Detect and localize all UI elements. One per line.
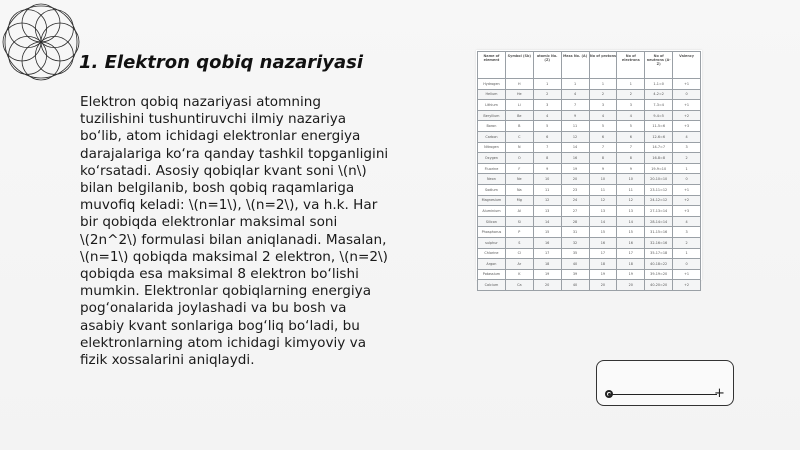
table-cell: +1 [673, 79, 701, 90]
table-cell: 18 [589, 259, 617, 270]
table-header-cell: Name of element [478, 52, 506, 79]
table-cell: Aluminium [478, 206, 506, 217]
table-cell: 1 [533, 79, 561, 90]
table-cell: H [505, 79, 533, 90]
table-cell: 28-14=14 [645, 216, 673, 227]
table-cell: +2 [673, 110, 701, 121]
table-cell: 7 [533, 142, 561, 153]
table-cell: 1 [589, 79, 617, 90]
table-cell: 17 [533, 248, 561, 259]
table-row [478, 216, 701, 227]
table-cell: 14-7=7 [645, 142, 673, 153]
table-cell: 11-5=6 [645, 121, 673, 132]
table-cell: 8 [589, 153, 617, 164]
table-cell: 7 [617, 142, 645, 153]
table-cell: 1 [673, 163, 701, 174]
table-cell: Beryllium [478, 110, 506, 121]
table-cell: 4 [589, 110, 617, 121]
table-cell: 10 [617, 174, 645, 185]
table-cell: B [505, 121, 533, 132]
table-cell: 4 [673, 131, 701, 142]
table-cell: Chlorine [478, 248, 506, 259]
body-paragraph [80, 94, 425, 369]
table-cell: 40 [561, 259, 589, 270]
table-header-row [478, 52, 701, 79]
progress-handle-center [608, 393, 611, 396]
table-cell: Nitrogen [478, 142, 506, 153]
progress-track[interactable] [609, 394, 717, 395]
table-cell: 19 [617, 269, 645, 280]
table-row [478, 184, 701, 195]
table-cell: 20 [533, 280, 561, 291]
body-line: \(n=1\) qobiqda maksimal 2 elektron, \(n=2\) [80, 248, 388, 265]
table-cell: 14 [589, 216, 617, 227]
body-line: bilan belgilanib, bosh qobiq raqamlariga [80, 180, 355, 197]
table-cell: Ar [505, 259, 533, 270]
table-header-cell: No of electrons [617, 52, 645, 79]
table-cell: 0 [673, 174, 701, 185]
table-cell: Ne [505, 174, 533, 185]
table-cell: Fluorine [478, 163, 506, 174]
body-line: Elektron qobiq nazariyasi atomning [80, 94, 321, 110]
table-cell: 9-4=5 [645, 110, 673, 121]
body-line: muvofiq keladi: \(n=1\), \(n=2\), va h.k. Har [80, 197, 378, 214]
table-cell: 16-8=8 [645, 153, 673, 164]
table-cell: 2 [673, 153, 701, 164]
table-cell: 35 [561, 248, 589, 259]
table-cell: 9 [561, 110, 589, 121]
table-cell: 10 [533, 174, 561, 185]
table-cell: 2 [533, 89, 561, 100]
table-cell: 20-10=10 [645, 174, 673, 185]
table-cell: Hydrogen [478, 79, 506, 90]
table-cell: 12 [561, 131, 589, 142]
table-cell: 7 [589, 142, 617, 153]
table-cell: 39 [561, 269, 589, 280]
table-cell: 24 [561, 195, 589, 206]
table-cell: O [505, 153, 533, 164]
table-row [478, 110, 701, 121]
table-row [478, 153, 701, 164]
table-cell: 16 [589, 237, 617, 248]
table-cell: 6 [533, 131, 561, 142]
table-cell: 6 [589, 131, 617, 142]
element-table-image [476, 50, 702, 288]
table-cell: 16 [617, 237, 645, 248]
body-line: mumkin. Elektronlar qobiqlarning energiya [80, 283, 372, 300]
table-cell: 1-1=0 [645, 79, 673, 90]
body-line: qobiqda esa maksimal 8 elektron bo‘lishi [80, 266, 359, 283]
table-cell: 8 [533, 153, 561, 164]
table-cell: Oxygen [478, 153, 506, 164]
body-line: \(2n^2\) formulasi bilan aniqlanadi. Masalan, [80, 231, 387, 248]
table-row [478, 259, 701, 270]
table-cell: 11 [561, 121, 589, 132]
table-body [478, 79, 701, 291]
table-cell: 12 [589, 195, 617, 206]
table-cell: +3 [673, 206, 701, 217]
table-cell: 0 [673, 259, 701, 270]
table-cell: 27 [561, 206, 589, 217]
table-cell: 31 [561, 227, 589, 238]
table-cell: 20 [617, 280, 645, 291]
table-cell: 11 [617, 184, 645, 195]
table-cell: 12 [617, 195, 645, 206]
table-cell: C [505, 131, 533, 142]
table-header-cell: No of protons [589, 52, 617, 79]
table-cell: Silicon [478, 216, 506, 227]
table-cell: 39-19=20 [645, 269, 673, 280]
table-row [478, 174, 701, 185]
table-cell: Cl [505, 248, 533, 259]
table-row [478, 248, 701, 259]
table-row [478, 237, 701, 248]
table-cell: 12 [533, 195, 561, 206]
table-cell: 23-11=12 [645, 184, 673, 195]
table-cell: Na [505, 184, 533, 195]
table-cell: 7 [561, 100, 589, 111]
table-cell: S [505, 237, 533, 248]
table-row [478, 100, 701, 111]
body-line: asabiy kvant sonlariga bog‘liq bo‘ladi, bu [80, 317, 360, 334]
body-line: darajalariga ko‘ra qanday tashkil topganligini [80, 145, 389, 162]
table-cell: 11 [533, 184, 561, 195]
body-line: bir qobiqda elektronlar maksimal soni [80, 214, 338, 231]
table-cell: +1 [673, 184, 701, 195]
table-cell: 4 [533, 110, 561, 121]
table-header-cell: Symbol (Sb) [505, 52, 533, 79]
slide-title: 1. Elektron qobiq nazariyasi [79, 52, 364, 73]
table-cell: K [505, 269, 533, 280]
table-cell: 9 [589, 163, 617, 174]
table-cell: +2 [673, 195, 701, 206]
table-cell: 32-16=16 [645, 237, 673, 248]
table-cell: 13 [589, 206, 617, 217]
table-cell: 12-6=6 [645, 131, 673, 142]
table-row [478, 227, 701, 238]
table-row [478, 142, 701, 153]
table-cell: Helium [478, 89, 506, 100]
table-cell: 13 [617, 206, 645, 217]
table-cell: +2 [673, 280, 701, 291]
table-cell: 18 [617, 259, 645, 270]
body-line: fizik xossalarini aniqlaydi. [80, 352, 255, 369]
table-cell: 19 [561, 163, 589, 174]
table-cell: 15 [617, 227, 645, 238]
table-cell: Be [505, 110, 533, 121]
table-cell: 9 [617, 163, 645, 174]
table-cell: 16 [533, 237, 561, 248]
table-header-cell: Mass No. (A) [561, 52, 589, 79]
table-cell: 4-2=2 [645, 89, 673, 100]
table-cell: 4 [561, 89, 589, 100]
table-cell: 20 [561, 174, 589, 185]
table-cell: N [505, 142, 533, 153]
table-cell: +1 [673, 100, 701, 111]
table-cell: 7-3=4 [645, 100, 673, 111]
table-cell: F [505, 163, 533, 174]
table-cell: 13 [533, 206, 561, 217]
table-row [478, 89, 701, 100]
table-cell: 3 [673, 142, 701, 153]
table-cell: 17 [617, 248, 645, 259]
table-cell: 2 [589, 89, 617, 100]
table-cell: 5 [533, 121, 561, 132]
table-cell: 5 [617, 121, 645, 132]
table-cell: 14 [561, 142, 589, 153]
table-cell: 20 [589, 280, 617, 291]
table-cell: 3 [673, 227, 701, 238]
table-row [478, 206, 701, 217]
table-cell: Potassium [478, 269, 506, 280]
table-cell: 35-17=18 [645, 248, 673, 259]
spirograph-logo-icon [2, 3, 80, 81]
table-cell: 2 [673, 237, 701, 248]
table-cell: 0 [673, 89, 701, 100]
table-cell: 16 [561, 153, 589, 164]
table-cell: 3 [533, 100, 561, 111]
table-cell: 4 [617, 110, 645, 121]
table-cell: Ca [505, 280, 533, 291]
body-line: bo‘lib, atom ichidagi elektronlar energiya [80, 128, 361, 145]
table-cell: 6 [617, 131, 645, 142]
table-cell: 17 [589, 248, 617, 259]
table-cell: 19-9=10 [645, 163, 673, 174]
table-cell: 27-13=14 [645, 206, 673, 217]
table-cell: 40-18=22 [645, 259, 673, 270]
table-row [478, 195, 701, 206]
table-row [478, 269, 701, 280]
table-cell: 18 [533, 259, 561, 270]
table-row [478, 121, 701, 132]
table-cell: Si [505, 216, 533, 227]
table-row [478, 163, 701, 174]
table-cell: 40 [561, 280, 589, 291]
table-header-cell: Valency [673, 52, 701, 79]
table-cell: Mg [505, 195, 533, 206]
table-cell: sulphur [478, 237, 506, 248]
table-cell: Lithium [478, 100, 506, 111]
table-cell: Boron [478, 121, 506, 132]
table-cell: 3 [617, 100, 645, 111]
table-cell: Phosphorus [478, 227, 506, 238]
table-cell: 24-12=12 [645, 195, 673, 206]
table-cell: 15 [589, 227, 617, 238]
table-cell: 15 [533, 227, 561, 238]
table-cell: 32 [561, 237, 589, 248]
table-cell: 9 [533, 163, 561, 174]
table-cell: Carbon [478, 131, 506, 142]
table-row [478, 79, 701, 90]
table-cell: Al [505, 206, 533, 217]
table-cell: 1 [617, 79, 645, 90]
plus-icon[interactable]: + [714, 386, 725, 401]
table-cell: Sodium [478, 184, 506, 195]
table-cell: P [505, 227, 533, 238]
table-cell: 5 [589, 121, 617, 132]
table-cell: 14 [533, 216, 561, 227]
table-row [478, 280, 701, 291]
body-line: ko‘rsatadi. Asosiy qobiqlar kvant soni \(n\) [80, 162, 367, 179]
table-cell: Li [505, 100, 533, 111]
table-cell: 8 [617, 153, 645, 164]
table-cell: 14 [617, 216, 645, 227]
element-table [477, 51, 701, 291]
table-cell: 2 [617, 89, 645, 100]
table-cell: 31-15=16 [645, 227, 673, 238]
table-cell: He [505, 89, 533, 100]
table-cell: +3 [673, 121, 701, 132]
table-row [478, 131, 701, 142]
media-progress-widget[interactable] [596, 360, 734, 406]
table-cell: 1 [561, 79, 589, 90]
body-line: tuzilishini tushuntiruvchi ilmiy nazariya [80, 111, 347, 128]
table-header-cell: No of neutrons (A-Z) [645, 52, 673, 79]
table-cell: Calcium [478, 280, 506, 291]
table-header-cell: atomic No. (Z) [533, 52, 561, 79]
table-cell: 10 [589, 174, 617, 185]
table-cell: +1 [673, 269, 701, 280]
table-cell: 19 [533, 269, 561, 280]
table-cell: Neon [478, 174, 506, 185]
body-line: pog‘onalarida joylashadi va bu bosh va [80, 300, 347, 317]
table-cell: Magnesium [478, 195, 506, 206]
table-cell: 40-20=20 [645, 280, 673, 291]
table-cell: Argon [478, 259, 506, 270]
table-cell: 11 [589, 184, 617, 195]
body-line: elektronlarning atom ichidagi kimyoviy va [80, 334, 367, 351]
table-cell: 4 [673, 216, 701, 227]
table-cell: 3 [589, 100, 617, 111]
table-cell: 23 [561, 184, 589, 195]
table-cell: 19 [589, 269, 617, 280]
table-cell: 1 [673, 248, 701, 259]
table-cell: 28 [561, 216, 589, 227]
